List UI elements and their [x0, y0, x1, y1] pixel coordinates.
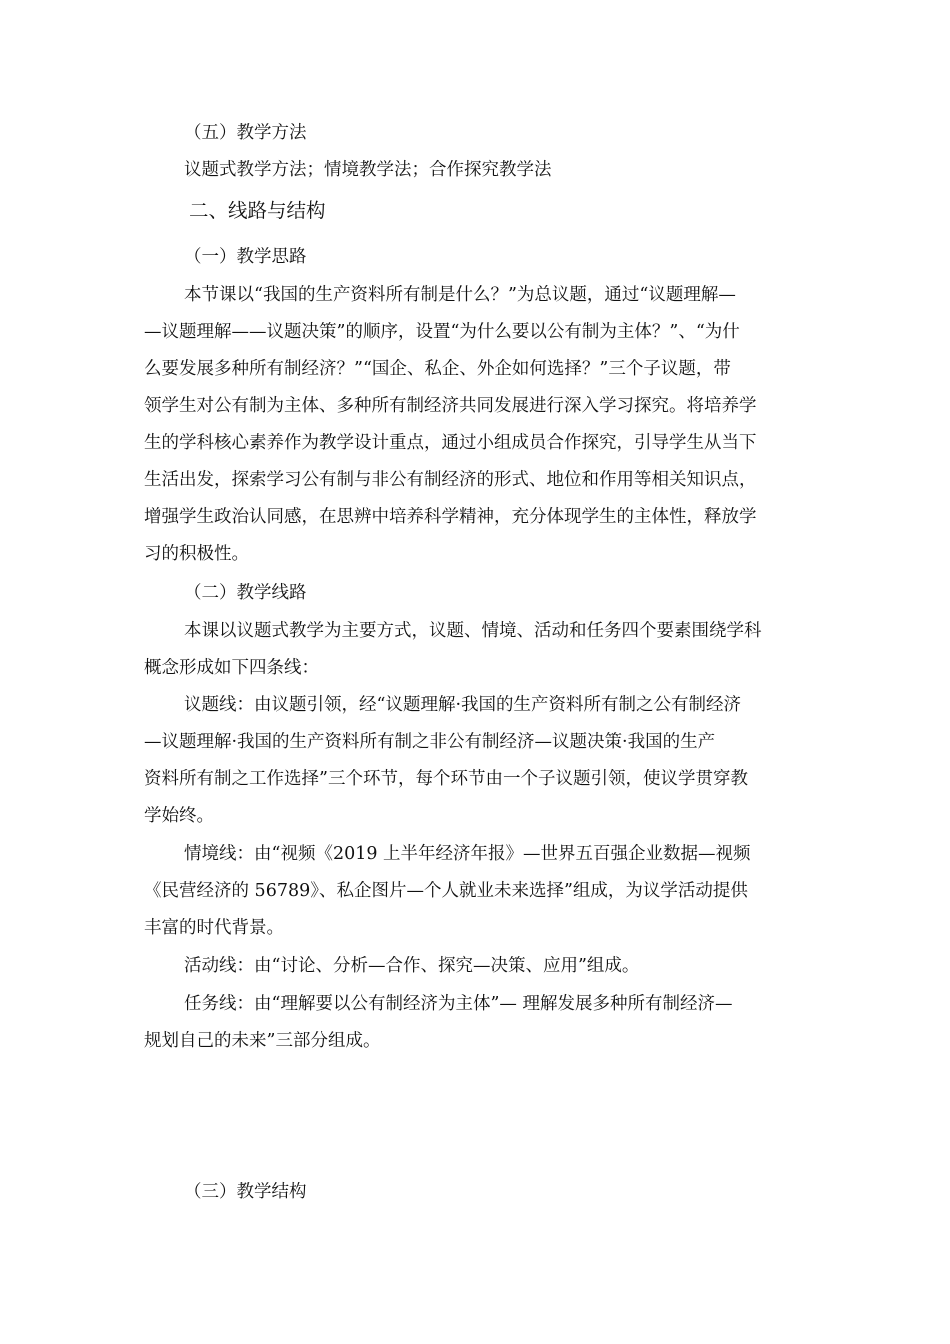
- subsection3-heading: （三）教学结构: [184, 1182, 307, 1202]
- paragraph-line: 资料所有制之工作选择”三个环节，每个环节由一个子议题引领，使议学贯穿教: [144, 769, 748, 789]
- paragraph-line: 么要发展多种所有制经济？”“国企、私企、外企如何选择？”三个子议题，带: [144, 359, 731, 379]
- paragraph-line: —议题理解——议题决策”的顺序，设置“为什么要以公有制为主体？”、“为什: [144, 322, 740, 342]
- part2-heading: 二、线路与结构: [189, 199, 326, 222]
- paragraph-line: 本节课以“我国的生产资料所有制是什么？”为总议题，通过“议题理解—: [184, 285, 736, 305]
- paragraph-line: 丰富的时代背景。: [144, 918, 284, 938]
- paragraph-line: 本课以议题式教学为主要方式，议题、情境、活动和任务四个要素围绕学科: [184, 621, 762, 641]
- paragraph-line: 《民营经济的 56789》、私企图片—个人就业未来选择”组成，为议学活动提供: [144, 881, 748, 901]
- section5-heading: （五）教学方法: [184, 123, 307, 143]
- section5-text: 议题式教学方法；情境教学法；合作探究教学法: [184, 160, 552, 180]
- paragraph-line: 学始终。: [144, 806, 214, 826]
- paragraph-line: 活动线：由“讨论、分析—合作、探究—决策、应用”组成。: [184, 956, 640, 976]
- paragraph-line: 情境线：由“视频《2019 上半年经济年报》—世界五百强企业数据—视频: [184, 844, 751, 864]
- subsection1-heading: （一）教学思路: [184, 247, 307, 267]
- paragraph-line: 任务线：由“理解要以公有制经济为主体”— 理解发展多种所有制经济—: [184, 994, 733, 1014]
- paragraph-line: —议题理解·我国的生产资料所有制之非公有制经济—议题决策·我国的生产: [144, 732, 716, 752]
- subsection2-heading: （二）教学线路: [184, 583, 307, 603]
- paragraph-line: 规划自己的未来”三部分组成。: [144, 1031, 381, 1051]
- paragraph-line: 增强学生政治认同感，在思辨中培养科学精神，充分体现学生的主体性，释放学: [144, 507, 757, 527]
- paragraph-line: 议题线：由议题引领，经“议题理解·我国的生产资料所有制之公有制经济: [184, 695, 742, 715]
- paragraph-line: 习的积极性。: [144, 544, 249, 564]
- paragraph-line: 领学生对公有制为主体、多种所有制经济共同发展进行深入学习探究。将培养学: [144, 396, 757, 416]
- paragraph-line: 生的学科核心素养作为教学设计重点，通过小组成员合作探究，引导学生从当下: [144, 433, 757, 453]
- paragraph-line: 生活出发，探索学习公有制与非公有制经济的形式、地位和作用等相关知识点，: [144, 470, 757, 490]
- paragraph-line: 概念形成如下四条线：: [144, 658, 319, 678]
